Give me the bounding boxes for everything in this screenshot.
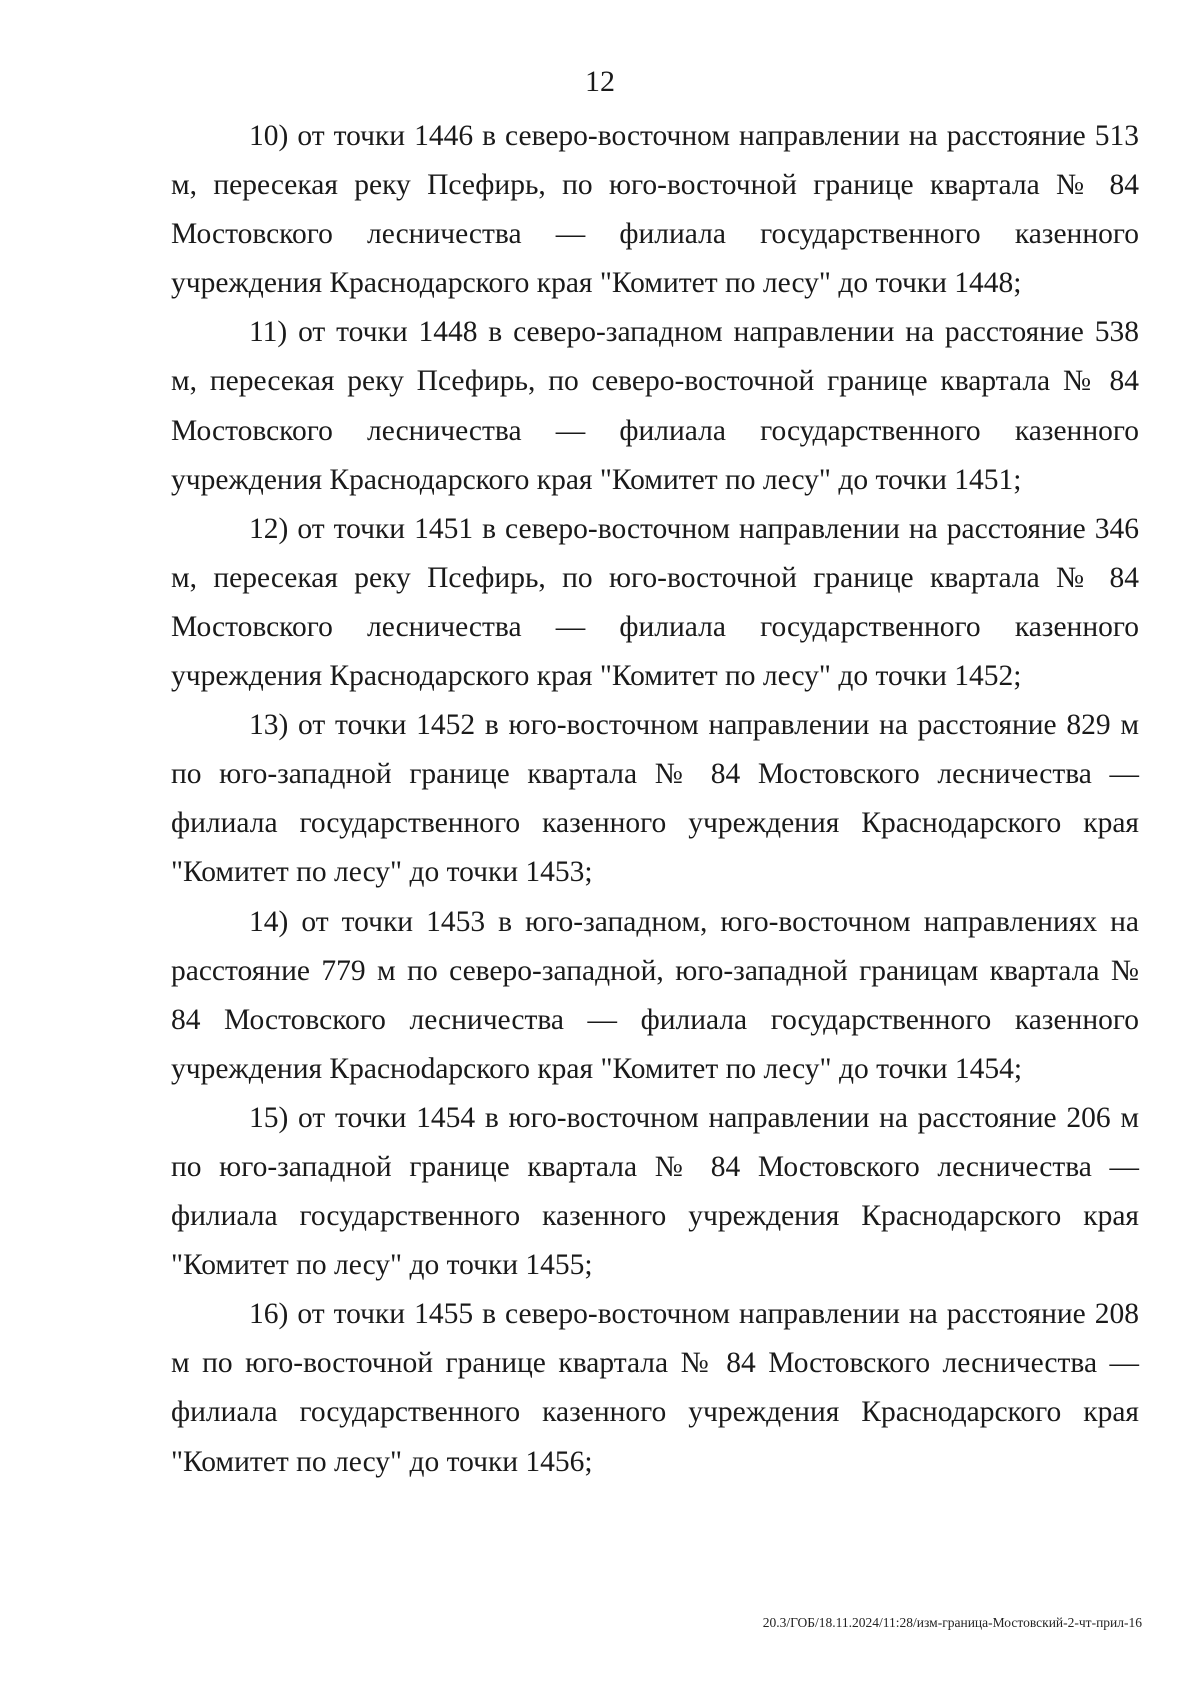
page-number: 12: [585, 65, 615, 98]
paragraph-12: 12) от точки 1451 в северо-восточном направлении на расстояние 346 м, пересекая реку Псефирь, по юго-восточной границе квартала № 84 Мостовского лесничества — филиала государственного казенного учреждения Краснодарского края "Комитет по лесу" до точки 1452;: [171, 512, 1139, 693]
paragraph-15: 15) от точки 1454 в юго-восточном направлении на расстояние 206 м по юго-западной границе квартала № 84 Мостовского лесничества — филиала государственного казенного учреждения Краснодарского края "Комитет по лесу" до точки 1455;: [171, 1101, 1139, 1282]
paragraph-16: 16) от точки 1455 в северо-восточном направлении на расстояние 208 м по юго-восточной границе квартала № 84 Мостовского лесничества — филиала государственного казенного учреждения Краснодарского края "Комитет по лесу" до точки 1456;: [171, 1298, 1139, 1478]
paragraph-11: 11) от точки 1448 в северо-западном направлении на расстояние 538 м, пересекая реку Псефирь, по северо-восточной границе квартала № 84 Мостовского лесничества — филиала государственного казенного учреждения Краснодарского края "Комитет по лесу" до точки 1451;: [171, 316, 1139, 496]
paragraph-10: 10) от точки 1446 в северо-восточном направлении на расстояние 513 м, пересекая реку Псефирь, по юго-восточной границе квартала № 84 Мостовского лесничества — филиала государственного казенного учреждения Краснодарского края "Комитет по лесу" до точки 1448;: [171, 120, 1139, 300]
paragraph-14: 14) от точки 1453 в юго-западном, юго-восточном направлениях на расстояние 779 м по северо-западной, юго-западной границам квартала № 84 Мостовского лесничества — филиала государственного казенного учреждения Красноdарского края "Комитет по лесу" до точки 1454;: [171, 905, 1139, 1085]
document-body: [171, 112, 1139, 1487]
document-footer-code: 20.3/ГОБ/18.11.2024/11:28/изм-граница-Мостовский-2-чт-прил-16: [762, 1615, 1142, 1630]
paragraph-13: 13) от точки 1452 в юго-восточном направлении на расстояние 829 м по юго-западной границе квартала № 84 Мостовского лесничества — филиала государственного казенного учреждения Краснодарского края "Комитет по лесу" до точки 1453;: [171, 709, 1139, 889]
